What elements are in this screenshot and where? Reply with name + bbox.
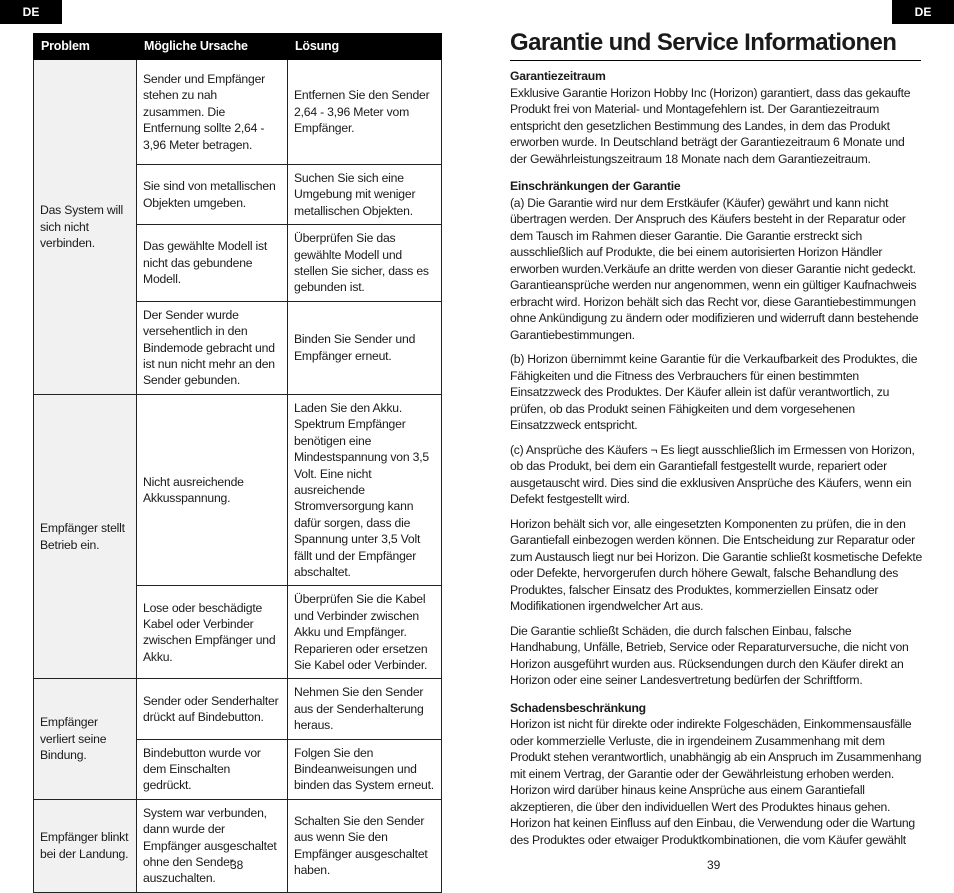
solution-cell: Folgen Sie den Bindeanweisungen und binden das System erneut.	[288, 739, 442, 799]
cause-cell: Sie sind von metallischen Objekten umgeben.	[137, 165, 288, 225]
solution-cell: Überprüfen Sie die Kabel und Verbinder zwischen Akku und Empfänger. Reparieren oder ersetzen Sie Kabel oder Verbinder.	[288, 586, 442, 679]
left-page	[0, 0, 477, 889]
paragraph-limitation-a: (a) Die Garantie wird nur dem Erstkäufer (Käufer) gewährt und kann nicht übertragen werden. Der Anspruch des Käufers besteht in der Reparatur oder dem Tausch im Rahmen dieser Garantie. Die Garantie erstreckt sich ausschließlich auf Produkte, die bei einem autorisierten Horizon Händler erworben wurden.Verkäufe an dritte werden von dieser Garantie nicht gedeckt. Garantieansprüche werden nur angenommen, wenn ein gültiger Kaufnachweis erbracht wird. Horizon behält sich das Recht vor, diese Garantiebestimmungen ohne Ankündigung zu ändern oder modifizieren und widerruft dann bestehende Garantiebestimmungen.	[510, 195, 919, 342]
language-tab-right: DE	[892, 0, 954, 24]
cause-cell: System war verbunden, dann wurde der Empfänger ausgeschaltet ohne den Sender auszuchalten.	[137, 799, 288, 892]
section-heading-limitations: Einschränkungen der Garantie	[510, 179, 681, 193]
cause-cell: Sender und Empfänger stehen zu nah zusammen. Die Entfernung sollte 2,64 - 3,96 Meter betragen.	[137, 60, 288, 165]
table-row	[34, 679, 442, 739]
table-row	[34, 799, 442, 892]
language-tab-left: DE	[0, 0, 62, 24]
solution-cell: Entfernen Sie den Sender 2,64 - 3,96 Meter vom Empfänger.	[288, 60, 442, 165]
cause-cell: Lose oder beschädigte Kabel oder Verbinder zwischen Empfänger und Akku.	[137, 586, 288, 679]
paragraph-damage-limitation: Horizon ist nicht für direkte oder indirekte Folgeschäden, Einkommensausfälle oder kommerzielle Verluste, die in irgendeinem Zusammenhang mit dem Produkt stehen verantwortlich, unabhängig ab ein Anspruch im Zusammenhang mit einem Vertrag, der Garantie oder der Gewährleistung erhoben werden. Horizon wird darüber hinaus keine Ansprüche aus einem Garantiefall akzeptieren, die über den individuellen Wert des Produktes hinaus gehen. Horizon hat keinen Einfluss auf den Einbau, die Verwendung oder die Wartung des Produktes oder etwaiger Produktkombinationen, die vom Käufer gewählt	[510, 717, 922, 847]
section-heading-damage-limitation: Schadensbeschränkung	[510, 700, 646, 715]
cause-cell: Nicht ausreichende Akkusspannung.	[137, 394, 288, 585]
solution-cell: Suchen Sie sich eine Umgebung mit weniger metallischen Objekten.	[288, 165, 442, 225]
problem-cell: Empfänger stellt Betrieb ein.	[34, 394, 137, 679]
paragraph-inspection: Horizon behält sich vor, alle eingesetzten Komponenten zu prüfen, die in den Garantiefall einbezogen werden können. Die Entscheidung zur Reparatur oder zum Austausch liegt nur bei Horizon. Die Garantie schließt kosmetische Defekte oder Defekte, hervorgerufen durch höhere Gewalt, falsche Behandlung des Produktes, falscher Einsatz des Produktes, kommerziellen Einsatz oder Modifikationen irgendwelcher Art aus.	[510, 516, 922, 613]
cause-cell: Sender oder Senderhalter drückt auf Bindebutton.	[137, 679, 288, 739]
paragraph-warranty-period: Exklusive Garantie Horizon Hobby Inc (Horizon) garantiert, dass das gekaufte Produkt frei von Material- und Montagefehlern ist. Der Garantiezeitraum entspricht den gesetzlichen Bestimmung des Landes, in dem das Produkt erworben wurde. In Deutschland beträgt der Garantiezeitraum 6 Monate und der Gewährleistungszeitraum 18 Monate nach dem Garantiezeitraum.	[510, 85, 911, 166]
solution-cell: Nehmen Sie den Sender aus der Senderhalterung heraus.	[288, 679, 442, 739]
solution-cell: Schalten Sie den Sender aus wenn Sie den Empfänger ausgeschaltet haben.	[288, 799, 442, 892]
solution-cell: Laden Sie den Akku. Spektrum Empfänger benötigen eine Mindestspannung von 3,5 Volt. Eine nicht ausreichende Stromversorgung kann dafür sorgen, dass die Spannung unter 3,5 Volt fällt und der Empfänger abschaltet.	[288, 394, 442, 585]
header-cause: Mögliche Ursache	[137, 34, 288, 60]
page-number-right: 39	[707, 858, 721, 872]
page-title: Garantie und Service Informationen	[510, 28, 921, 61]
cause-cell: Der Sender wurde versehentlich in den Bindemode gebracht und ist nun nicht mehr an den Sender gebunden.	[137, 301, 288, 394]
right-page	[477, 0, 954, 889]
paragraph-limitation-c: (c) Ansprüche des Käufers ¬ Es liegt ausschließlich im Ermessen von Horizon, ob das Produkt, bei dem ein Garantiefall festgestellt wurde, repariert oder ausgetauscht wird. Dies sind die exklusiven Ansprüche des Käufers, wenn ein Defekt festgestellt wird.	[510, 442, 915, 506]
cause-cell: Das gewählte Modell ist nicht das gebundene Modell.	[137, 225, 288, 302]
header-solution: Lösung	[288, 34, 442, 60]
paragraph-exclusions: Die Garantie schließt Schäden, die durch falschen Einbau, falsche Handhabung, Unfälle, Betrieb, Service oder Reparaturversuche, die nicht von Horizon ausgeführt wurden aus. Rücksendungen durch den Käufer direkt an Horizon oder eine seiner Landesvertretung bedürfen der Schriftform.	[510, 623, 909, 687]
page-number-left: 38	[230, 858, 244, 872]
problem-cell: Empfänger blinkt bei der Landung.	[34, 799, 137, 892]
troubleshooting-table	[33, 33, 442, 893]
warranty-body	[510, 68, 923, 848]
solution-cell: Überprüfen Sie das gewählte Modell und stellen Sie sicher, dass es gebunden ist.	[288, 225, 442, 302]
cause-cell: Bindebutton wurde vor dem Einschalten gedrückt.	[137, 739, 288, 799]
table-row	[34, 394, 442, 585]
problem-cell: Das System will sich nicht verbinden.	[34, 60, 137, 395]
problem-cell: Empfänger verliert seine Bindung.	[34, 679, 137, 799]
section-heading-warranty-period: Garantiezeitraum	[510, 69, 606, 83]
table-header-row	[34, 34, 442, 60]
paragraph-limitation-b: (b) Horizon übernimmt keine Garantie für die Verkaufbarkeit des Produktes, die Fähigkeiten und die Fitness des Verbrauchers für einen bestimmten Einsatzzweck des Produktes. Der Käufer allein ist dafür verantwortlich, zu prüfen, ob das Produkt seinen Fähigkeiten und dem vorgesehenen Einsatzzweck entspricht.	[510, 352, 918, 432]
header-problem: Problem	[34, 34, 137, 60]
table-row	[34, 60, 442, 165]
solution-cell: Binden Sie Sender und Empfänger erneut.	[288, 301, 442, 394]
